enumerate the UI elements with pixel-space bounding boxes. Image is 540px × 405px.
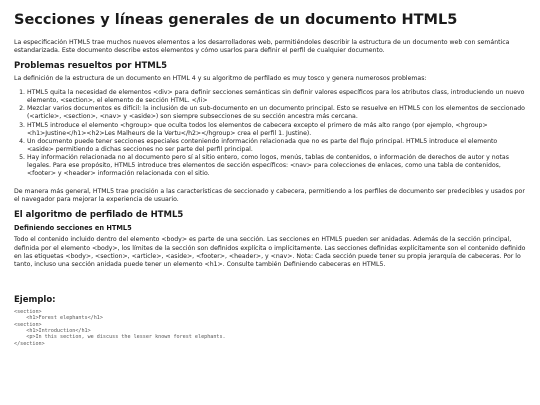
list-item: 5. Hay información relacionada no al documento pero sí al sitio entero, como logos, menús, tablas de contenidos, o información de derechos de autor y notas legales. Para ese propósito, HTML5 introduce tres elementos de sección específicos: <nav> para colecciones de enlaces, como una tabla de contenidos, <footer> y <header> información relacionada con el sitio. xyxy=(27,154,526,178)
list-item: 3. HTML5 introduce el elemento <hgroup> que oculta todos los elementos de cabecera excepto el primero de más alto rango (por ejemplo, <hgroup><h1>Justine</h1><h2>Les Malheurs de la Vertu</h2></hgroup> crea el perfil 1. Justine). xyxy=(27,122,526,138)
problems-paragraph: La definición de la estructura de un documento en HTML 4 y su algoritmo de perfilado es muy tosco y genera numerosos problemas: xyxy=(14,75,427,83)
intro-paragraph: La especificación HTML5 trae muchos nuevos elementos a los desarrolladores web, permitiéndoles describir la estructura de un documento web con semántica estandarizada. Este documento describe estos elementos y cómo usarlos para definir el perfil de cualquier documento. xyxy=(14,38,510,54)
list-item: 1. HTML5 quita la necesidad de elementos <div> para definir secciones semánticas sin definir valores específicos para los atributos class, introduciendo un nuevo elemento, <section>, el elemento de sección HTML. </li> xyxy=(27,89,526,105)
code-example: <section> <h1>Forest elephants</h1> <section> <h1>Introduction</h1> <p>In this section, we discuss the lesser known forest elephants. </section> xyxy=(14,309,226,347)
list-item: 4. Un documento puede tener secciones especiales conteniendo información relacionada que no es parte del flujo principal. HTML5 introduce el elemento <aside> permitiendo a dichas secciones no ser parte del perfil principal. xyxy=(27,138,526,154)
sections-paragraph: Todo el contenido incluido dentro del elemento <body> es parte de una sección. Las secciones en HTML5 pueden ser anidadas. Además de la sección principal, definida por el elemento <body>, los límites de la sección son definidos explícita o implícitamente. Las secciones definidas explícitamente son el contenido definido en las etiquetas <body>, <section>, <article>, <aside>, <footer>, <header>, y <nav>. Nota: Cada sección puede tener su propia jerarquía de cabeceras. Por lo tanto, incluso una sección anidada puede tener un elemento <h1>. Consulte también Definiendo cabeceras en HTML5. xyxy=(14,236,526,268)
sections-subheading: Definiendo secciones en HTML5 xyxy=(14,223,132,232)
algorithm-heading: El algoritmo de perfilado de HTML5 xyxy=(14,210,184,221)
conclusion-paragraph: De manera más general, HTML5 trae precisión a las características de seccionado y cabecera, permitiendo a los perfiles de documento ser predecibles y usados por el navegador para mejorar la experiencia de usuario. xyxy=(14,188,525,204)
example-heading: Ejemplo: xyxy=(14,294,56,305)
problems-heading: Problemas resueltos por HTML5 xyxy=(14,60,168,71)
list-item: 2. Mezclar varios documentos es difícil: la inclusión de un sub-documento en un documento principal. Esto se resuelve en HTML5 con los elementos de seccionado (<article>, <section>, <nav> y <aside>) son siempre subsecciones de su sección ancestra más cercana. xyxy=(27,105,526,121)
page-title: Secciones y líneas generales de un documento HTML5 xyxy=(14,12,458,28)
problems-list xyxy=(14,89,526,178)
